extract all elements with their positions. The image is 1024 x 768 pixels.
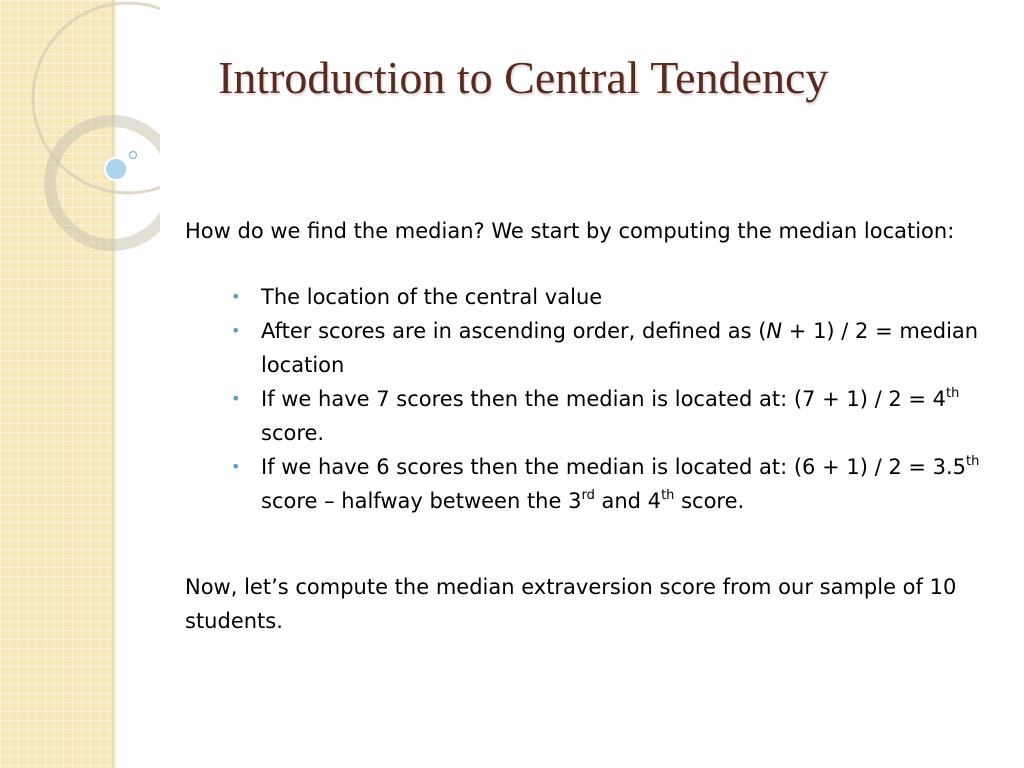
bullet-dot-icon: • [231,389,241,408]
bullet-text: After scores are in ascending order, defined as ( [261,319,767,343]
bullet-list [185,280,985,518]
bullet-dot-icon: • [231,321,241,340]
small-bead [130,152,137,159]
superscript: th [661,488,675,503]
bullet-text: If we have 6 scores then the median is located at: (6 + 1) / 2 = 3.5 [261,455,967,479]
small-ring [50,121,160,245]
superscript: th [946,386,960,401]
superscript: rd [581,488,595,503]
blue-bead [105,158,127,180]
bullet-item-3 [185,382,985,450]
bullet-item-1 [185,280,985,314]
bullet-text: and 4 [594,489,662,513]
decorative-rings [0,0,160,260]
superscript: th [966,454,980,469]
bullet-item-4 [185,450,985,518]
bullet-text: + 1) / 2 = median location [261,319,979,377]
intro-paragraph: How do we find the median? We start by computing the median location: [185,219,955,243]
bullet-text-italic: N [766,319,783,343]
bullet-text: score. [261,421,325,445]
bullet-dot-icon: • [231,287,241,306]
bullet-text: score – halfway between the 3 [261,489,582,513]
closing-paragraph: Now, let’s compute the median extraversion score from our sample of 10 students. [185,575,957,633]
bullet-text: The location of the central value [261,285,603,309]
slide-title: Introduction to Central Tendency [218,52,829,103]
slide-body [185,214,985,638]
bullet-text: score. [674,489,745,513]
bullet-item-2 [185,314,985,382]
bullet-dot-icon: • [231,457,241,476]
bullet-text: If we have 7 scores then the median is located at: (7 + 1) / 2 = 4 [261,387,947,411]
